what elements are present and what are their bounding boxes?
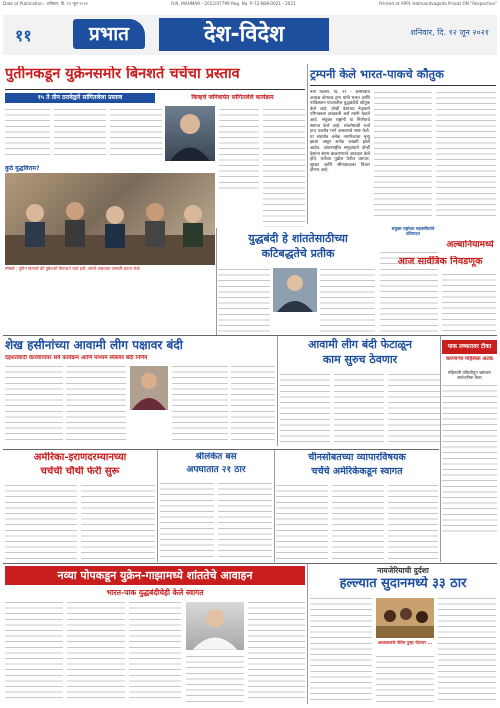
column-rule: [440, 336, 441, 562]
pope-portrait: [186, 602, 244, 650]
china-text-col-2: [332, 483, 384, 560]
putin-portrait: [165, 106, 215, 161]
srilanka-text-col-1: [160, 481, 214, 560]
ukraine-talks-photo: [5, 173, 215, 265]
ceasefire-headline-2: कटिबद्धतेचे प्रतीक: [261, 247, 335, 260]
niger-text-col-1: [310, 596, 372, 702]
niger-text-col-2: [376, 654, 434, 702]
albania-headline-2: आज सार्वत्रिक निवडणूक: [397, 256, 483, 267]
ukraine-photo-caption: मॉस्को : पुतिन म्हणाले की युक्रेनशी विनाशर्त चर्चा हवी, संघर्ष थांबवावा यासाठी प्रयत्न केले: [5, 266, 140, 271]
iran-text-col-2: [81, 483, 155, 560]
awami-text-col-3: [388, 372, 440, 444]
iran-headline-2: चर्चेची चौथी फेरी सुरू: [40, 466, 120, 477]
pope-text-col-3: [129, 600, 181, 702]
page-number: ११: [15, 26, 32, 45]
meeting-scene-icon: [5, 173, 215, 265]
iran-text-col-1: [5, 483, 77, 560]
awami-headline-2: काम सुरुच ठेवणार: [322, 353, 398, 366]
awami-headline-1: आवामी लीग बंदी फेटाळून: [308, 338, 412, 351]
china-headline-1: चीनसोबतच्या व्यापारविषयक: [308, 452, 406, 463]
meta-reg: R.N. MAHMAR - 2012/47799 Reg. No. P-72-NSK-0021 - 2021: [171, 1, 296, 6]
china-text-col-1: [276, 483, 328, 560]
ceasefire-text-col-1: [218, 267, 270, 333]
hasina-subhead: दहशतवादी कारवायांवर सर्व कार्यक्रम आणि माध्यम स्पेसवर बंदी निर्णय: [5, 355, 148, 361]
awami-text-col-2: [334, 372, 384, 444]
publication-meta: [3, 1, 497, 9]
un-chief-photo: [273, 268, 317, 312]
putin-subhead-1: १५ ते तीन ठरावेद्वारे सांगितलेला प्रस्ताव: [5, 93, 155, 103]
albania-headline-1: अल्बानियामध्ये: [446, 240, 494, 250]
pak-box-headline-1: पाक लष्करावर टीका: [442, 340, 497, 354]
putin-text-col-1: [5, 107, 50, 157]
hasina-portrait: [130, 366, 168, 410]
china-text-col-3: [388, 483, 438, 560]
pope-subhead: भारत-पाक युद्धबंदीचेही केले स्वागत: [106, 588, 204, 597]
column-rule: [277, 336, 278, 446]
meta-date: Date of Publication : शनिवार, दि. १२ जून २०२१: [3, 1, 88, 6]
trump-text-col-1: नवी दिल्ली, दि. ११ - अमेरिकेचे अध्यक्ष डोनाल्ड ट्रम्प यांनी भारत आणि पाकिस्तान यांच्यातील युद्धबंदीचे कौतुक केले आहे. दोन्ही देशांच्या नेतृत्वाने परिपक्वता दाखवली असे त्यांनी म्हटले आहे. संयुक्त राष्ट्रांनी या निर्णयाचे स्वागत केले आहे. शांततेसाठी चर्चा हाच एकमेव मार्ग असल्याचे स्पष्ट केले. या संघर्षात अनेक नागरिकांचा मृत्यू झाला असून अनेक जखमी झाले आहेत. आंतरराष्ट्रीय समुदायाने दोन्ही देशांना संयम बाळगण्याचे आवाहन केले होते. चर्चेच्या पुढील फेरीत व्यापार, सुरक्षा आणि सीमावादावर विचार होणार आहे.: [310, 90, 370, 174]
hasina-text-col-1: [5, 364, 63, 444]
ceasefire-text-col-2: [320, 267, 375, 333]
ceasefire-headline-1: युद्धबंदी हे शांततेसाठीच्या: [248, 232, 348, 245]
section-rule: [3, 335, 497, 336]
iran-headline-1: अमेरिका-इराणदरम्यानच्या: [33, 452, 127, 463]
pope-text-col-1: [5, 600, 63, 702]
trump-rule: [310, 85, 496, 86]
putin-text-col-2: [54, 107, 106, 157]
niger-kicker: नायजेरियाची दुर्दशा: [377, 566, 429, 575]
person-icon: [186, 602, 244, 650]
section-rule: [3, 563, 497, 564]
pope-text-col-5: [248, 600, 305, 702]
column-rule: [157, 450, 158, 562]
srilanka-headline-1: श्रीलंकेत बस: [195, 452, 237, 462]
niger-inset-caption: आजकालचे गोरोम पुन्हा भेटणार ...: [377, 640, 433, 645]
un-box: संयुक्त राष्ट्रांच्या महासचिवांचे प्रतिपादन: [391, 226, 435, 236]
putin-headline: पुतीनकडून युक्रेनसमोर बिनशर्त चर्चेचा प्रस्ताव: [5, 66, 240, 82]
column-rule: [274, 450, 275, 562]
hasina-text-col-4: [231, 364, 275, 444]
trump-text-col-3: [436, 90, 496, 218]
column-rule: [307, 564, 308, 704]
crowd-icon: [376, 598, 434, 638]
column-rule: [216, 228, 217, 336]
issue-date: शनिवार, दि. १२ जून २०२१: [410, 28, 489, 37]
pope-text-col-4: [186, 654, 244, 702]
putin-subhead-2: किव्हचे जनिवार्यत सांगितलेले कार्यक्रम: [191, 94, 274, 101]
srilanka-text-col-2: [218, 481, 272, 560]
pope-headline: नव्या पोपकडून युक्रेन-गाझामध्ये शांततेचे आवाहन: [5, 566, 305, 585]
awami-text-col-1: [280, 372, 330, 444]
china-headline-2: चर्चेचे अमेरिकेकडून स्वागत: [311, 466, 403, 477]
putin-text-col-5: [263, 107, 305, 227]
pak-box-subhead: महिलांनी वकिलीतून भ्रष्टाचार सार्वजनिक केला: [447, 370, 491, 380]
hasina-text-col-2: [66, 364, 126, 444]
srilanka-headline-2: अपघातात २१ ठार: [186, 465, 246, 475]
section-rule: [3, 449, 439, 450]
person-icon: [130, 366, 168, 410]
person-icon: [165, 106, 215, 161]
meta-printer: Printed at APPL Halmandvagoda Prasat ON "Respective": [379, 1, 497, 6]
putin-text-col-3: [110, 107, 162, 157]
trump-text-col-2: [374, 90, 432, 218]
pope-text-col-2: [67, 600, 125, 702]
hasina-headline: शेख हसीनांच्या आवामी लीग पक्षावर बंदी: [5, 338, 183, 352]
niger-text-col-3: [438, 596, 496, 702]
putin-text-col-4: [219, 107, 259, 191]
brand-logo: प्रभात: [73, 19, 145, 49]
masthead: [3, 15, 497, 55]
putin-rule: [5, 89, 305, 90]
albania-text-col: [442, 272, 496, 332]
column-rule: [307, 64, 308, 224]
pak-box-headline-2: करणाऱ्या महिलेला अटक: [446, 356, 493, 362]
niger-inset-photo: [376, 598, 434, 638]
trump-headline: ट्रम्पनी केले भारत-पाकचे कौतुक: [310, 68, 444, 81]
putin-caption-label: कुठे युद्धविराम?: [5, 165, 40, 172]
section-title: देश-विदेश: [159, 18, 329, 51]
niger-headline: हल्ल्यात सुदानमध्ये ३३ ठार: [339, 576, 467, 591]
pak-box-text: [442, 383, 497, 533]
person-icon: [273, 268, 317, 312]
hasina-text-col-3: [172, 364, 228, 444]
